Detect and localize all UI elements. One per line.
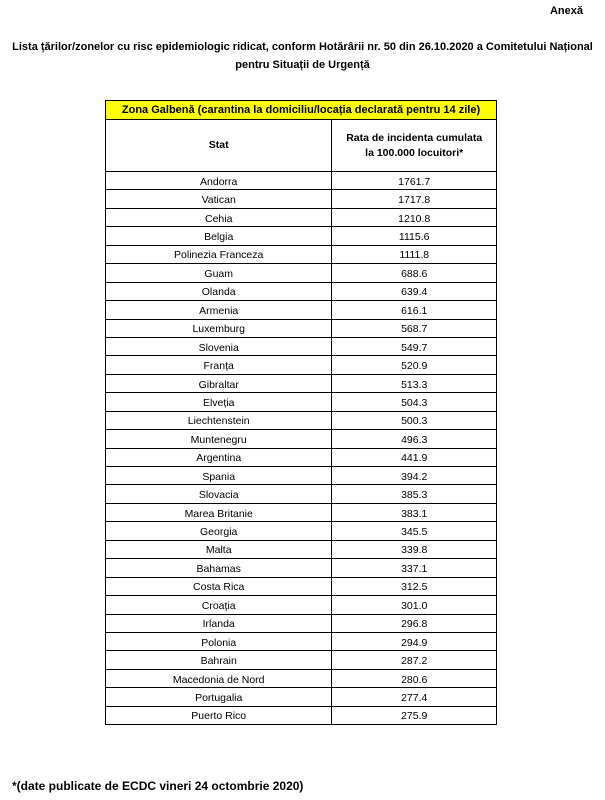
table-row <box>106 264 497 282</box>
state-cell: Puerto Rico <box>106 706 332 724</box>
zone-header-cell: Zona Galbenă (carantina la domiciliu/locația declarată pentru 14 zile) <box>106 101 497 120</box>
table-row <box>106 614 497 632</box>
rate-cell: 1210.8 <box>332 208 497 226</box>
rate-cell: 549.7 <box>332 337 497 355</box>
table-row <box>106 282 497 300</box>
rate-cell: 345.5 <box>332 522 497 540</box>
table-row <box>106 467 497 485</box>
state-cell: Muntenegru <box>106 430 332 448</box>
column-header-rate-line-1: Rata de incidenta cumulata <box>346 131 483 144</box>
state-cell: Slovenia <box>106 337 332 355</box>
rate-cell: 688.6 <box>332 264 497 282</box>
rate-cell: 383.1 <box>332 503 497 521</box>
state-cell: Bahamas <box>106 559 332 577</box>
table-row <box>106 651 497 669</box>
yellow-zone-table <box>105 100 497 725</box>
state-cell: Marea Britanie <box>106 503 332 521</box>
table-row <box>106 227 497 245</box>
state-cell: Malta <box>106 540 332 558</box>
state-cell: Belgia <box>106 227 332 245</box>
table-row <box>106 559 497 577</box>
state-cell: Polinezia Franceza <box>106 245 332 263</box>
rate-cell: 275.9 <box>332 706 497 724</box>
footnote: *(date publicate de ECDC vineri 24 octombrie 2020) <box>12 779 304 793</box>
state-cell: Spania <box>106 467 332 485</box>
rate-cell: 339.8 <box>332 540 497 558</box>
document-title-line-2: pentru Situații de Urgență <box>235 59 370 71</box>
table-row <box>106 411 497 429</box>
table-row <box>106 577 497 595</box>
document-title <box>0 38 605 74</box>
rate-cell: 441.9 <box>332 448 497 466</box>
rate-cell: 1717.8 <box>332 190 497 208</box>
rate-cell: 513.3 <box>332 374 497 392</box>
rate-cell: 296.8 <box>332 614 497 632</box>
table-row <box>106 172 497 190</box>
table-row <box>106 374 497 392</box>
state-cell: Andorra <box>106 172 332 190</box>
state-cell: Olanda <box>106 282 332 300</box>
rate-cell: 639.4 <box>332 282 497 300</box>
table-row <box>106 503 497 521</box>
rate-cell: 504.3 <box>332 393 497 411</box>
table-row <box>106 430 497 448</box>
table-row <box>106 706 497 724</box>
state-cell: Gibraltar <box>106 374 332 392</box>
rate-cell: 312.5 <box>332 577 497 595</box>
table-row <box>106 319 497 337</box>
table-row <box>106 245 497 263</box>
table-row <box>106 522 497 540</box>
rate-cell: 277.4 <box>332 688 497 706</box>
table-row <box>106 337 497 355</box>
rate-cell: 294.9 <box>332 632 497 650</box>
state-cell: Polonia <box>106 632 332 650</box>
rate-cell: 301.0 <box>332 596 497 614</box>
table-row <box>106 688 497 706</box>
state-cell: Bahrain <box>106 651 332 669</box>
column-header-rate <box>332 120 497 172</box>
state-cell: Guam <box>106 264 332 282</box>
column-header-row <box>106 120 497 172</box>
rate-cell: 394.2 <box>332 467 497 485</box>
rate-cell: 1111.8 <box>332 245 497 263</box>
table-row <box>106 208 497 226</box>
rate-cell: 568.7 <box>332 319 497 337</box>
table-row <box>106 485 497 503</box>
rate-cell: 500.3 <box>332 411 497 429</box>
zone-header-row <box>106 101 497 120</box>
state-cell: Portugalia <box>106 688 332 706</box>
column-header-rate-line-2: la 100.000 locuitori* <box>365 146 464 159</box>
state-cell: Slovacia <box>106 485 332 503</box>
state-cell: Vatican <box>106 190 332 208</box>
annex-label: Anexă <box>549 5 583 17</box>
state-cell: Luxemburg <box>106 319 332 337</box>
state-cell: Franța <box>106 356 332 374</box>
rate-cell: 520.9 <box>332 356 497 374</box>
rate-cell: 496.3 <box>332 430 497 448</box>
rate-cell: 280.6 <box>332 669 497 687</box>
table-row <box>106 301 497 319</box>
rate-cell: 616.1 <box>332 301 497 319</box>
table-row <box>106 669 497 687</box>
table-row <box>106 190 497 208</box>
state-cell: Croația <box>106 596 332 614</box>
table-row <box>106 448 497 466</box>
state-cell: Macedonia de Nord <box>106 669 332 687</box>
state-cell: Georgia <box>106 522 332 540</box>
rate-cell: 1761.7 <box>332 172 497 190</box>
rate-cell: 337.1 <box>332 559 497 577</box>
table-row <box>106 540 497 558</box>
document-title-line-1: Lista țărilor/zonelor cu risc epidemiologic ridicat, conform Hotărârii nr. 50 din 26.10.2020 a Comitetului Național <box>12 41 593 53</box>
state-cell: Armenia <box>106 301 332 319</box>
rate-cell: 1115.6 <box>332 227 497 245</box>
state-cell: Elveția <box>106 393 332 411</box>
state-cell: Costa Rica <box>106 577 332 595</box>
rate-cell: 287.2 <box>332 651 497 669</box>
table-row <box>106 596 497 614</box>
state-cell: Irlanda <box>106 614 332 632</box>
state-cell: Argentina <box>106 448 332 466</box>
table-row <box>106 632 497 650</box>
state-cell: Cehia <box>106 208 332 226</box>
column-header-state: Stat <box>106 120 332 172</box>
rate-cell: 385.3 <box>332 485 497 503</box>
table-row <box>106 393 497 411</box>
state-cell: Liechtenstein <box>106 411 332 429</box>
table-row <box>106 356 497 374</box>
